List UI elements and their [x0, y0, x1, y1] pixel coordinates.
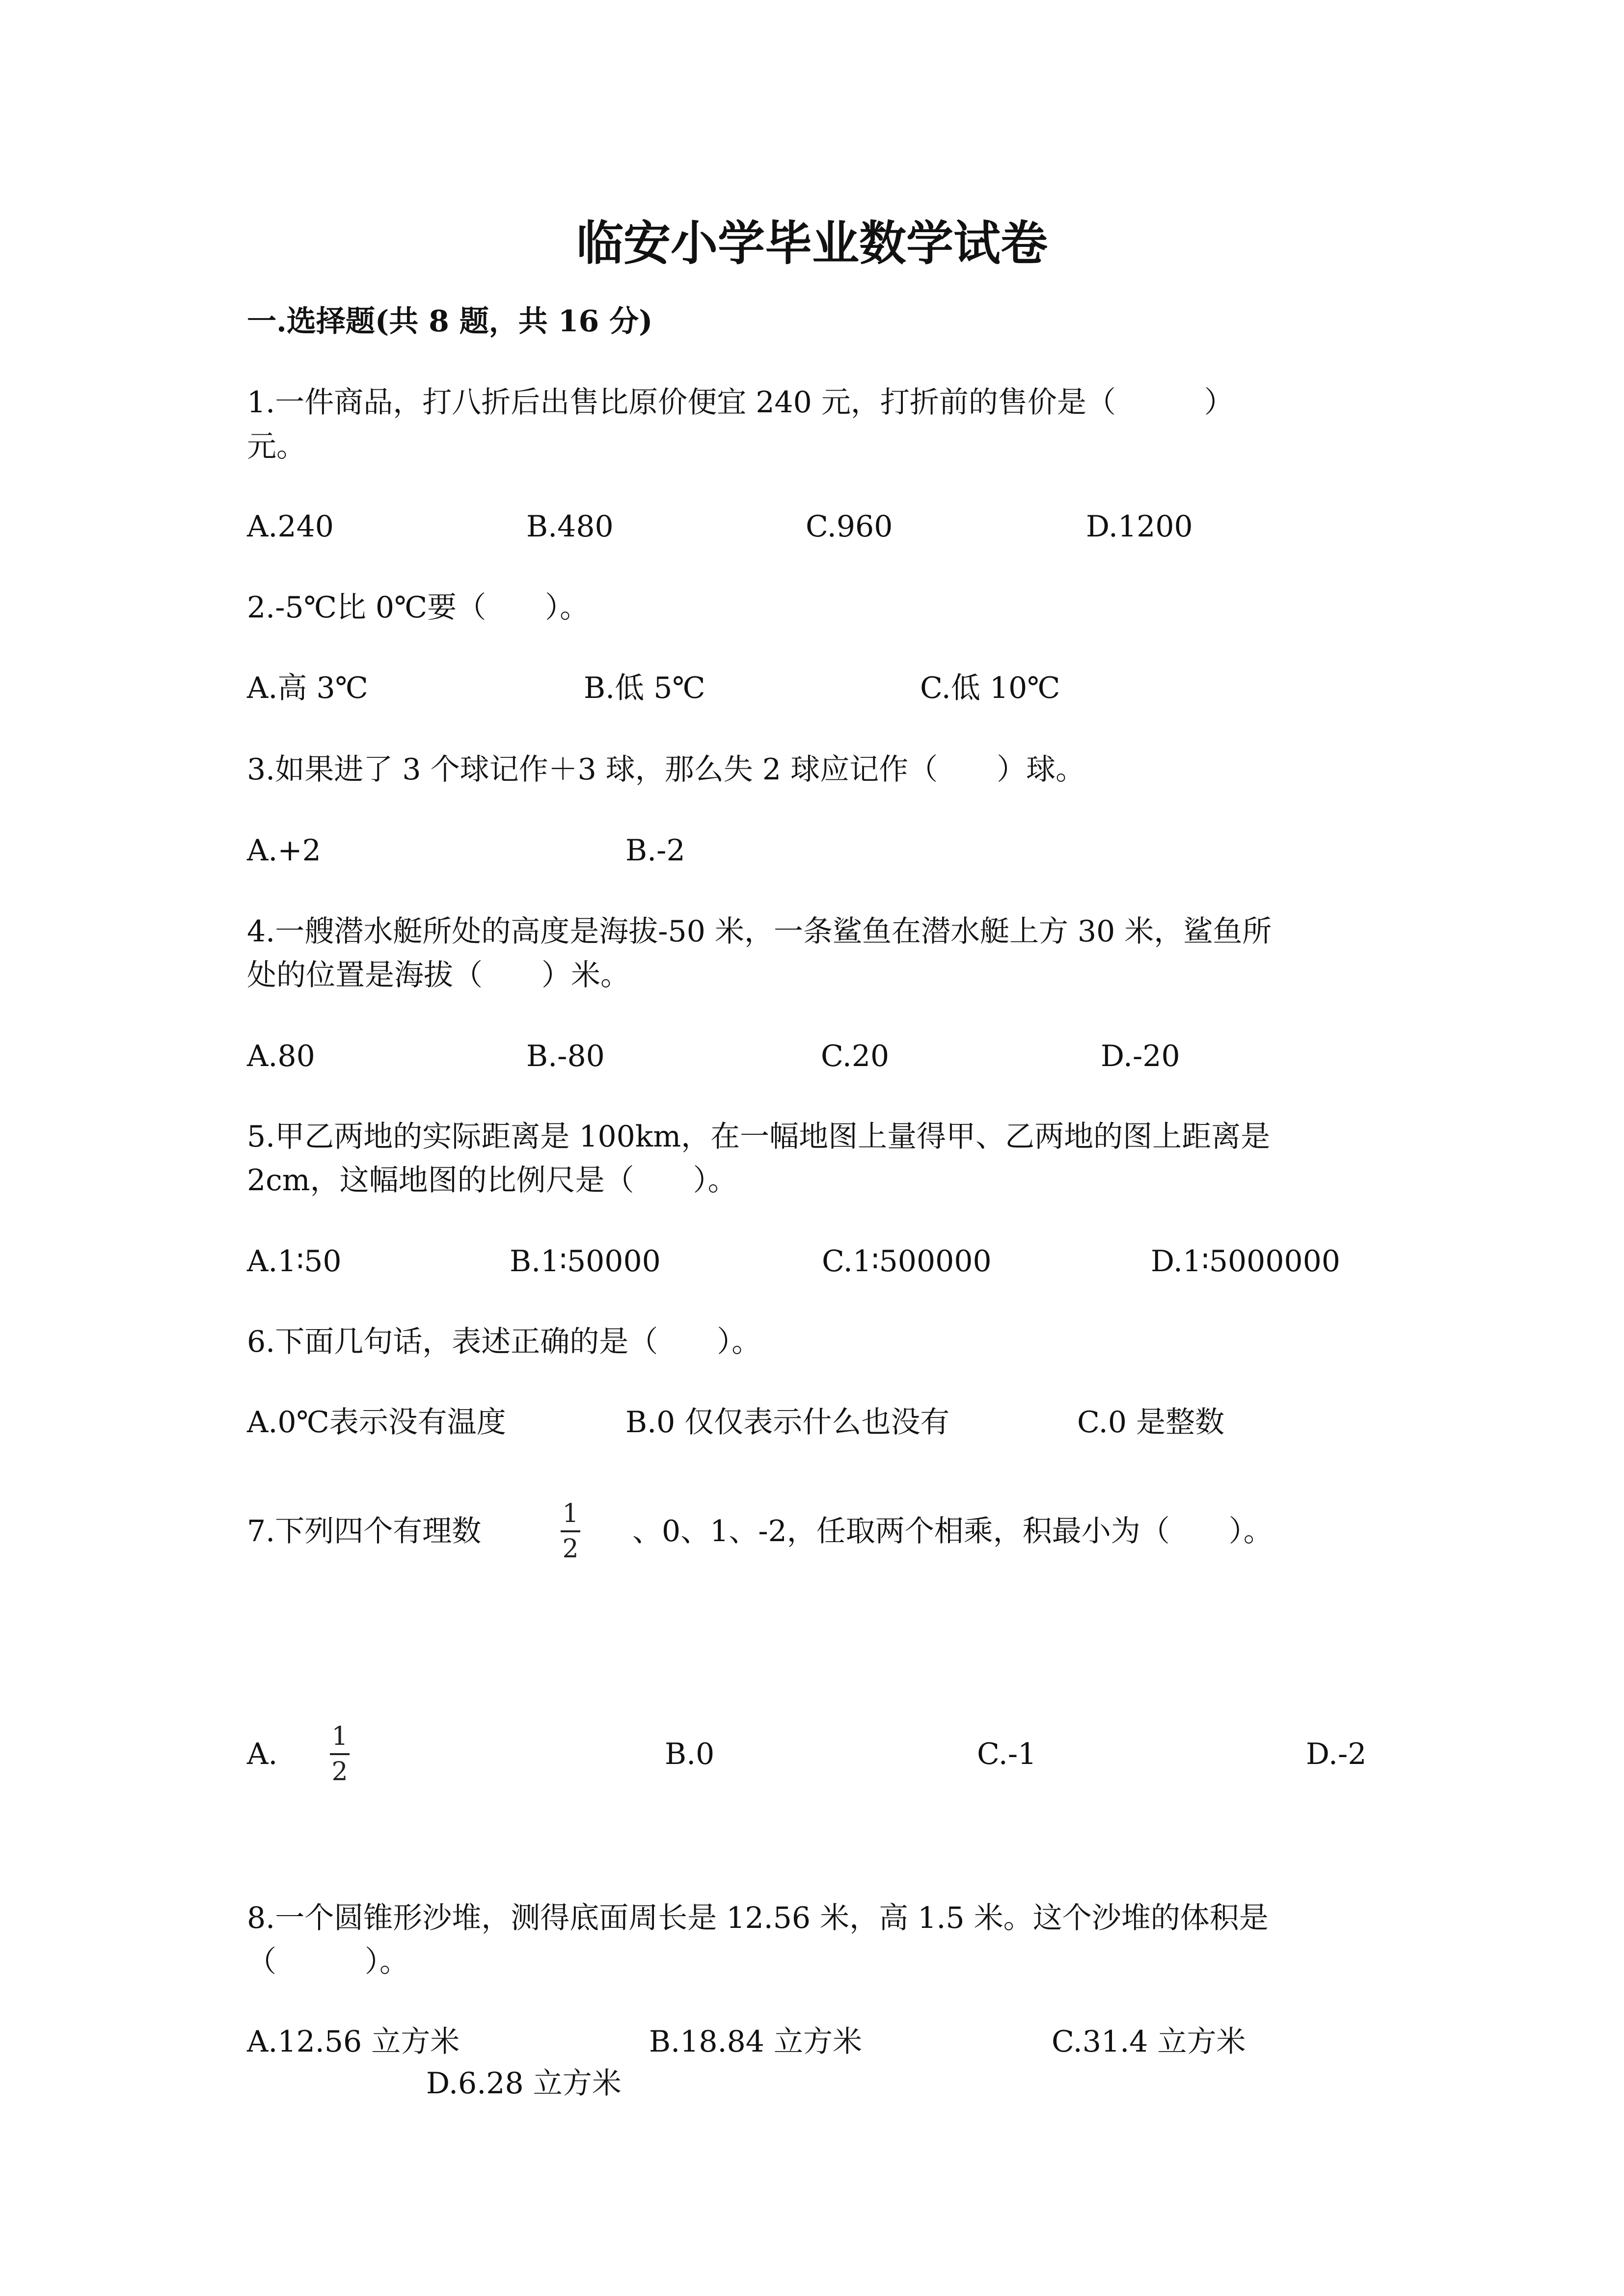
option-c[interactable]: C.0 是整数 [1077, 1405, 1225, 1440]
question-text: 6.下面几句话，表述正确的是（ ）。 [247, 1325, 761, 1359]
option-c[interactable]: C.-1 [977, 1737, 1037, 1771]
option-c[interactable]: C.1∶500000 [822, 1244, 992, 1279]
fraction-numerator: 1 [331, 1722, 348, 1751]
option-c[interactable]: C.960 [806, 509, 893, 544]
option-c[interactable]: C.20 [821, 1039, 890, 1073]
option-c[interactable]: C.31.4 立方米 [1052, 2025, 1246, 2059]
fraction-numerator: 1 [562, 1499, 579, 1528]
option-d[interactable]: D.6.28 立方米 [426, 2066, 622, 2101]
option-b[interactable]: B.0 仅仅表示什么也没有 [625, 1405, 950, 1440]
option-a[interactable]: A.80 [247, 1039, 315, 1073]
option-b[interactable]: B.-2 [625, 833, 685, 868]
option-a[interactable]: A.0℃表示没有温度 [247, 1405, 506, 1440]
question-text: 3.如果进了 3 个球记作＋3 球，那么失 2 球应记作（ ）球。 [247, 752, 1085, 787]
option-c[interactable]: C.低 10℃ [920, 671, 1060, 705]
question-text: 4.一艘潜水艇所处的高度是海拔-50 米，一条鲨鱼在潜水艇上方 30 米，鲨鱼所 [247, 914, 1272, 949]
question-text: 7.下列四个有理数 [247, 1514, 482, 1548]
option-a[interactable]: A. [247, 1737, 278, 1771]
fraction-denominator: 2 [562, 1534, 579, 1564]
option-b[interactable]: B.低 5℃ [584, 671, 705, 705]
option-b[interactable]: B.0 [665, 1737, 715, 1771]
option-d[interactable]: D.1∶5000000 [1151, 1244, 1341, 1279]
option-d[interactable]: D.-2 [1306, 1737, 1367, 1771]
option-b[interactable]: B.1∶50000 [510, 1244, 661, 1279]
fraction-bar [330, 1753, 350, 1755]
question-text: 1.一件商品，打八折后出售比原价便宜 240 元，打折前的售价是（ ） [247, 385, 1234, 420]
option-b[interactable]: B.-80 [526, 1039, 605, 1073]
question-text: 、0、1、-2，任取两个相乘，积最小为（ ）。 [632, 1514, 1273, 1548]
option-b[interactable]: B.480 [526, 509, 614, 544]
option-a[interactable]: A.240 [247, 509, 334, 544]
question-text: 处的位置是海拔（ ）米。 [247, 958, 630, 992]
page-title: 临安小学毕业数学试卷 [576, 215, 1048, 271]
option-b[interactable]: B.18.84 立方米 [649, 2025, 863, 2059]
option-a[interactable]: A.1∶50 [247, 1244, 342, 1279]
option-a[interactable]: A.12.56 立方米 [247, 2025, 460, 2059]
question-text: 5.甲乙两地的实际距离是 100km，在一幅地图上量得甲、乙两地的图上距离是 [247, 1120, 1271, 1154]
fraction-bar [561, 1530, 580, 1532]
fraction-denominator: 2 [331, 1757, 348, 1787]
question-text: 2.-5℃比 0℃要（ ）。 [247, 590, 590, 625]
section-heading: 一.选择题(共 8 题，共 16 分) [247, 304, 653, 339]
question-text: 2cm，这幅地图的比例尺是（ ）。 [247, 1163, 737, 1198]
question-text: （ ）。 [247, 1945, 409, 1979]
option-a-fraction [330, 1724, 350, 1785]
option-d[interactable]: D.1200 [1086, 509, 1193, 544]
option-d[interactable]: D.-20 [1101, 1039, 1180, 1073]
fraction-one-half [561, 1501, 580, 1562]
question-text: 8.一个圆锥形沙堆，测得底面周长是 12.56 米，高 1.5 米。这个沙堆的体积是 [247, 1901, 1269, 1935]
question-text: 元。 [247, 429, 306, 464]
option-a[interactable]: A.高 3℃ [247, 671, 368, 705]
option-a[interactable]: A.+2 [247, 833, 321, 868]
